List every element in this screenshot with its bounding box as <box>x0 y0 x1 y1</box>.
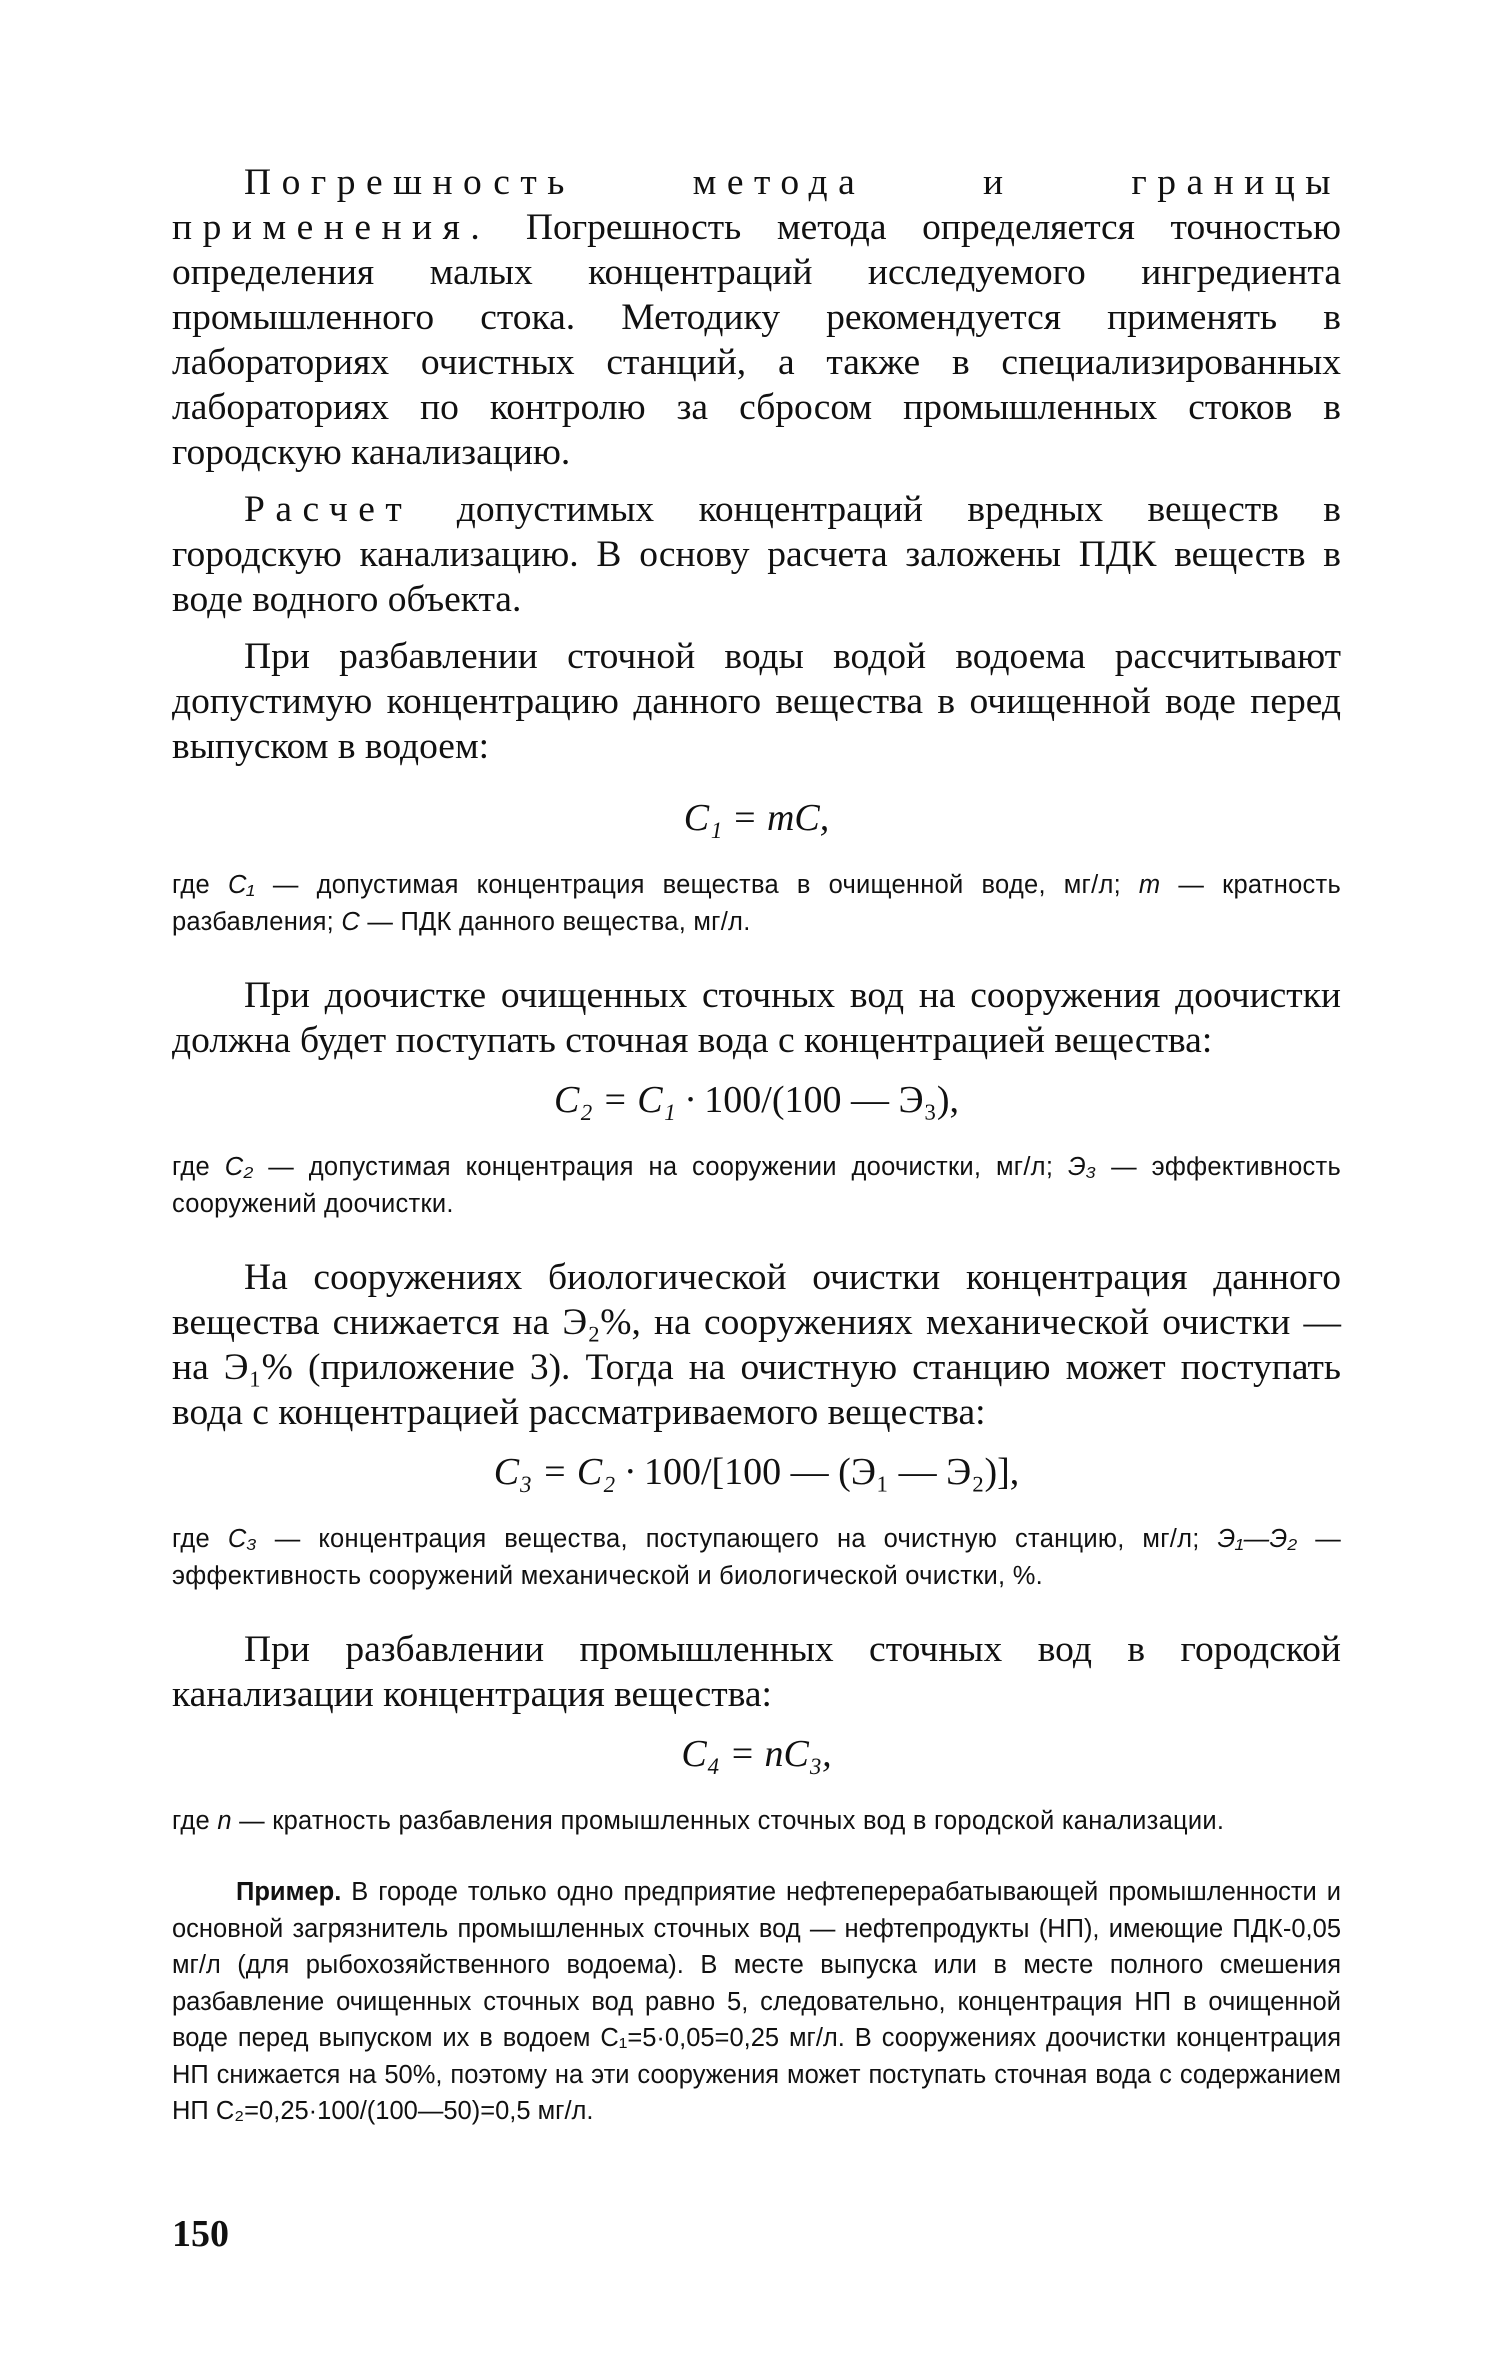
note-symbol: Э₁—Э₂ <box>1217 1525 1298 1553</box>
paragraph-text: Погрешность метода определяется точностью определения малых концентраций исследуемого ингредиента промышленного стока. Методику рекомендуется применять в лабораториях очистных станций, а также в специализированных лабораториях по контролю за сбросом промышленных стоков в городскую канализацию. <box>172 207 1341 473</box>
note-text: — кратность разбавления промышленных сточных вод в городской канализации. <box>239 1807 1225 1835</box>
paragraph-text: допустимых концентраций вредных веществ в городскую канализацию. В основу расчета заложены ПДК веществ в воде водного объекта. <box>172 489 1341 620</box>
formula-c1: C₁ = mC, <box>683 797 830 839</box>
note-symbol: C₃ <box>227 1525 257 1553</box>
formula-part: C₂ = C₁ · <box>554 1079 695 1121</box>
note-symbol: C₁ <box>227 871 255 899</box>
note-text: — кратность разбавления; <box>172 871 1341 936</box>
example-lead: Пример. <box>236 1878 342 1906</box>
note-symbol: n <box>217 1807 232 1835</box>
note-text: где <box>172 871 210 899</box>
paragraph-text: На сооружениях биологической очистки концентрация данного вещества снижается на Э₂%, на сооружениях механической очистки — на Э₁% (приложение 3). Тогда на очистную станцию может поступать вода с концентрацией рассматриваемого вещества: <box>172 1257 1341 1433</box>
example-text: В городе только одно предприятие нефтеперерабатывающей промышленности и основной загрязнитель промышленных сточных вод — нефтепродукты (НП), имеющие ПДК-0,05 мг/л (для рыбохозяйственного водоема). В месте выпуска или в месте полного смешения разбавление очищенных сточных вод равно 5, следовательно, концентрация НП в очищенной воде перед выпуском их в водоем <box>172 1878 1341 2052</box>
formula-c2-note <box>172 1149 1341 1223</box>
example-paragraph <box>172 1874 1341 2130</box>
formula-c4: C₄ = nC₃, <box>681 1733 832 1775</box>
formula-part: 100/[100 — (Э₁ — Э₂)], <box>643 1451 1020 1493</box>
paragraph-city-sewer-dilution <box>172 1627 1341 1717</box>
example-text: C₂=0,25·100/(100—50)=0,5 мг/л. <box>215 2097 594 2125</box>
page-number: 150 <box>172 2213 229 2255</box>
formula-c3-note <box>172 1521 1341 1595</box>
note-text: — допустимая концентрация на сооружении доочистки, мг/л; <box>268 1153 1054 1181</box>
formula-c1-note <box>172 867 1341 941</box>
formula-c2 <box>172 1077 1341 1123</box>
paragraph-text: При разбавлении промышленных сточных вод в городской канализации концентрация вещества: <box>172 1629 1341 1715</box>
formula-part: 100/(100 — Э₃), <box>704 1079 959 1121</box>
note-text: — концентрация вещества, поступающего на очистную станцию, мг/л; <box>274 1525 1200 1553</box>
note-text: где <box>172 1525 210 1553</box>
note-text: — эффективность сооружений механической и биологической очистки, %. <box>172 1525 1341 1590</box>
paragraph-method-error <box>172 160 1341 475</box>
note-text: где <box>172 1807 210 1835</box>
formula-part: C₃ = C₂ · <box>493 1451 635 1493</box>
note-text: — ПДК данного вещества, мг/л. <box>367 908 751 936</box>
paragraph-text: При доочистке очищенных сточных вод на сооружения доочистки должна будет поступать сточная вода с концентрацией вещества: <box>172 975 1341 1061</box>
note-symbol: m <box>1138 871 1161 899</box>
formula-c4-note <box>172 1803 1341 1840</box>
note-text: — допустимая концентрация вещества в очищенной воде, мг/л; <box>272 871 1121 899</box>
example-text: C₁=5·0,05=0,25 мг/л. В сооружениях доочистки концентрация НП снижается на 50%, поэтому на эти сооружения может поступать сточная вода с содержанием НП <box>172 2024 1342 2125</box>
paragraph-lead-word: Расчет <box>244 489 413 530</box>
formula-c3 <box>172 1449 1341 1495</box>
note-text: где <box>172 1153 210 1181</box>
section-title: Погрешность метода и границы применения. <box>172 162 1341 248</box>
paragraph-text: При разбавлении сточной воды водой водоема рассчитывают допустимую концентрацию данного вещества в очищенной воде перед выпуском в водоем: <box>172 636 1341 767</box>
note-symbol: C <box>341 908 361 936</box>
paragraph-biological-treatment <box>172 1255 1341 1435</box>
note-symbol: Э₃ <box>1067 1153 1097 1181</box>
note-symbol: C₂ <box>224 1153 254 1181</box>
paragraph-dilution <box>172 634 1341 769</box>
paragraph-post-treatment <box>172 973 1341 1063</box>
note-text: — эффективность сооружений доочистки. <box>172 1153 1341 1218</box>
paragraph-calculation <box>172 487 1341 622</box>
